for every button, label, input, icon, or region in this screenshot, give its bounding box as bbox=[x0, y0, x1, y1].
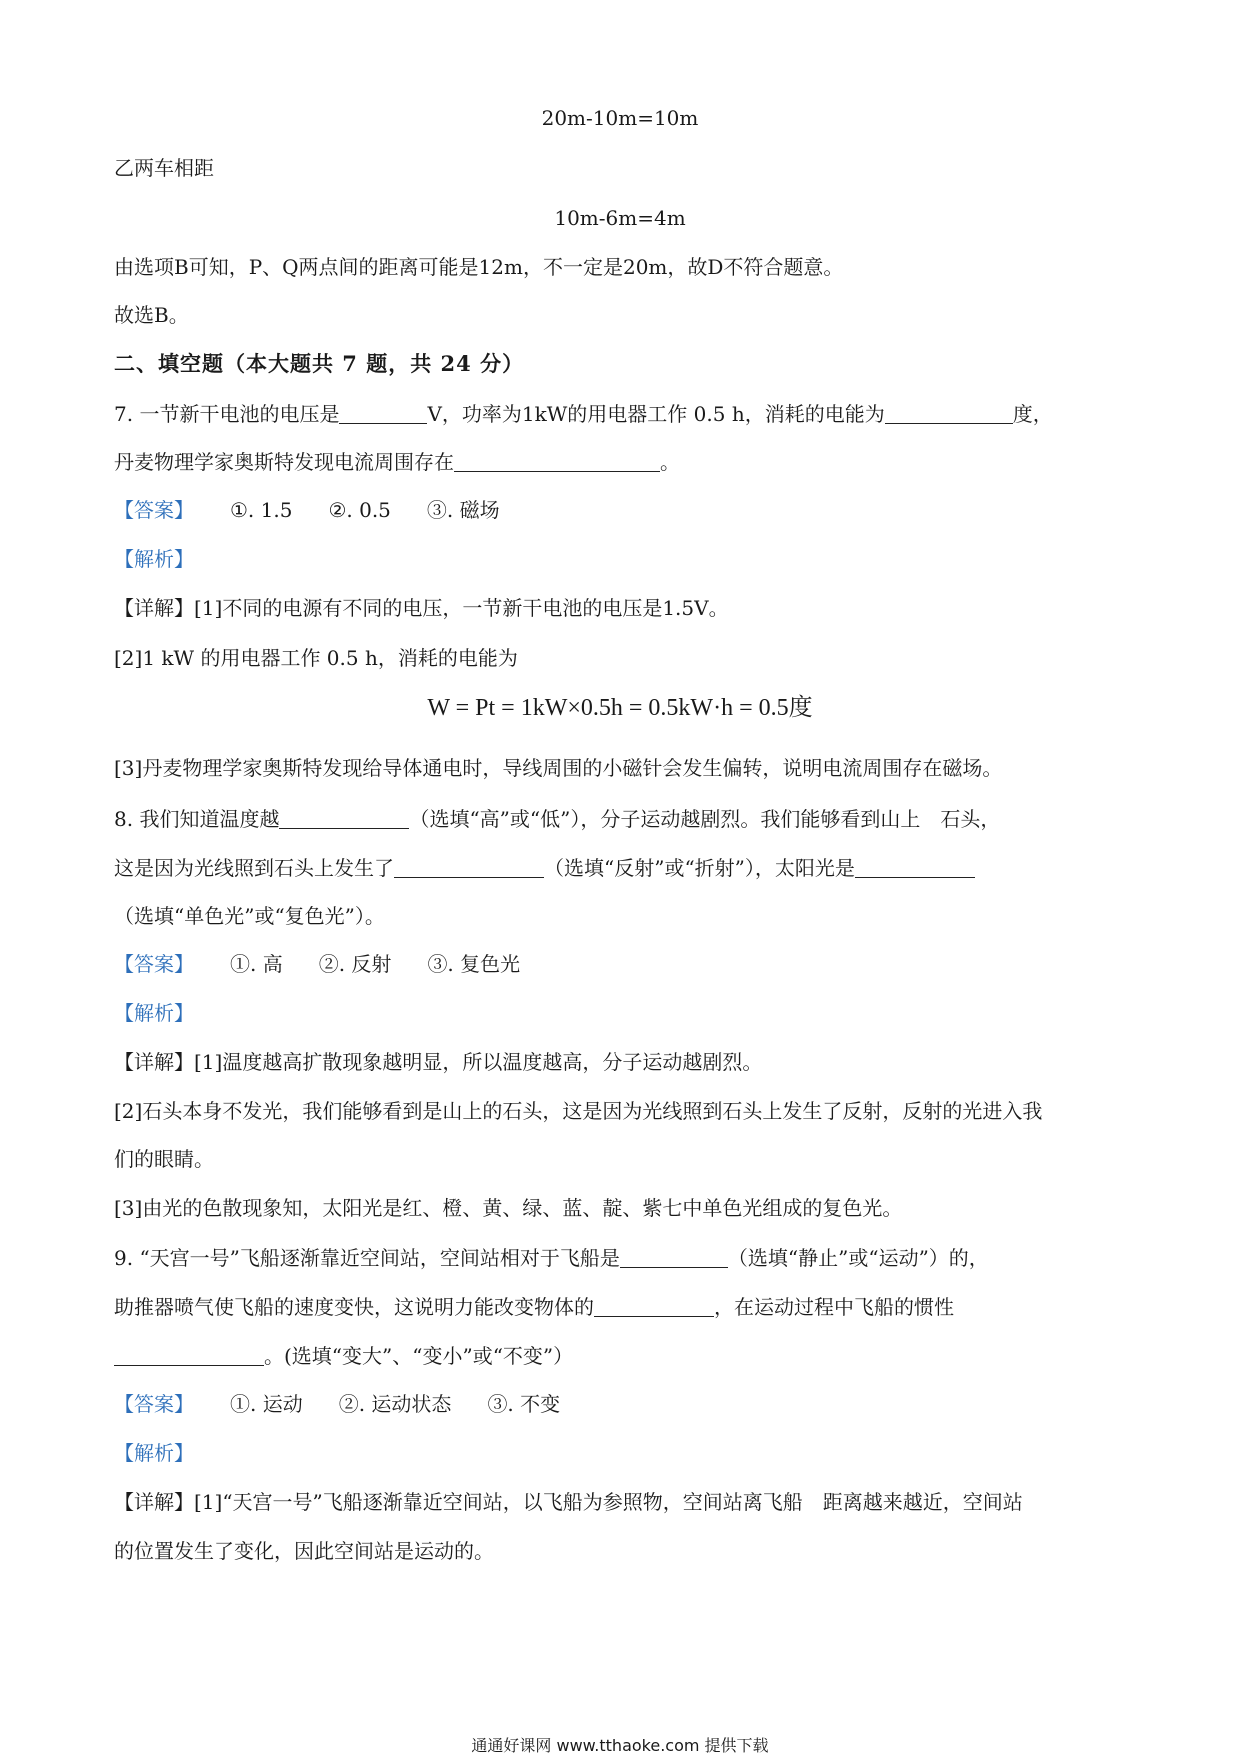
answer-option: ③. 磁场 bbox=[426, 498, 500, 522]
question-7-line-1 bbox=[114, 403, 1053, 424]
question-8-line-3: （选填“单色光”或“复色光”）。 bbox=[114, 904, 385, 928]
question-8-line-1 bbox=[114, 808, 1000, 829]
question-text: （选填“静止”或“运动”）的， bbox=[727, 1246, 989, 1270]
question-text: 这是因为光线照到石头上发生了 bbox=[114, 856, 394, 880]
text-line: 乙两车相距 bbox=[114, 156, 214, 180]
detail-line: [2]1 kW 的用电器工作 0.5 h，消耗的电能为 bbox=[114, 646, 518, 670]
question-9-line-1 bbox=[114, 1247, 989, 1268]
answer-option: ①. 运动 bbox=[230, 1392, 303, 1416]
question-text: 度， bbox=[1012, 402, 1053, 426]
answer-blank bbox=[454, 451, 660, 472]
question-text: 9. “天宫一号”飞船逐渐靠近空间站，空间站相对于飞船是 bbox=[114, 1246, 620, 1270]
answer-option: ②. 运动状态 bbox=[338, 1392, 452, 1416]
answer-blank bbox=[394, 857, 544, 878]
question-text: 助推器喷气使飞船的速度变快，这说明力能改变物体的 bbox=[114, 1295, 594, 1319]
formula: W = Pt = 1kW×0.5h = 0.5kW·h = 0.5度 bbox=[427, 695, 813, 721]
detail-text: [1]温度越高扩散现象越明显，所以温度越高，分子运动越剧烈。 bbox=[194, 1050, 763, 1074]
answer-option: ①. 1.5 bbox=[230, 498, 293, 522]
question-9-line-2 bbox=[114, 1296, 954, 1317]
question-text: 。 bbox=[660, 450, 680, 474]
detail-label: 【详解】 bbox=[114, 1490, 194, 1514]
question-text: （选填“反射”或“折射”），太阳光是 bbox=[544, 856, 855, 880]
detail-line bbox=[114, 1052, 762, 1072]
text-line: 故选B。 bbox=[114, 303, 189, 327]
detail-line: [2]石头本身不发光，我们能够看到是山上的石头，这是因为光线照到石头上发生了反射，反射的光进入我 bbox=[114, 1099, 1043, 1123]
detail-line: [3]由光的色散现象知，太阳光是红、橙、黄、绿、蓝、靛、紫七中单色光组成的复色光。 bbox=[114, 1196, 903, 1220]
answer-blank bbox=[279, 808, 409, 829]
detail-text: [1]“天宫一号”飞船逐渐靠近空间站，以飞船为参照物，空间站离飞船 距离越来越近，空间站 bbox=[194, 1490, 1023, 1514]
analysis-label: 【解析】 bbox=[114, 1001, 194, 1025]
answer-label: 【答案】 bbox=[114, 1392, 194, 1416]
answer-blank bbox=[339, 403, 427, 424]
detail-line bbox=[114, 598, 729, 618]
question-9-line-3 bbox=[114, 1345, 573, 1366]
detail-line bbox=[114, 1492, 1023, 1512]
answer-blank bbox=[620, 1247, 728, 1268]
answer-line bbox=[114, 954, 520, 974]
answer-blank bbox=[855, 857, 975, 878]
detail-label: 【详解】 bbox=[114, 596, 194, 620]
question-text: V，功率为1kW的用电器工作 0.5 h，消耗的电能为 bbox=[427, 402, 885, 426]
section-heading: 二、填空题（本大题共 7 题，共 24 分） bbox=[114, 351, 525, 376]
question-8-line-2 bbox=[114, 857, 975, 878]
answer-blank bbox=[114, 1345, 264, 1366]
answer-label: 【答案】 bbox=[114, 498, 194, 522]
answer-option: ③. 不变 bbox=[487, 1392, 561, 1416]
detail-label: 【详解】 bbox=[114, 1050, 194, 1074]
question-text: 7. 一节新干电池的电压是 bbox=[114, 402, 340, 426]
question-text: 。(选填“变大”、“变小”或“不变”） bbox=[264, 1344, 574, 1368]
answer-blank bbox=[594, 1296, 714, 1317]
analysis-label: 【解析】 bbox=[114, 547, 194, 571]
equation-line: 20m-10m=10m bbox=[541, 106, 699, 130]
answer-option: ②. 反射 bbox=[318, 952, 392, 976]
detail-line: 的位置发生了变化，因此空间站是运动的。 bbox=[114, 1539, 494, 1563]
question-text: 丹麦物理学家奥斯特发现电流周围存在 bbox=[114, 450, 454, 474]
question-text: （选填“高”或“低”），分子运动越剧烈。我们能够看到山上 石头， bbox=[409, 807, 1001, 831]
answer-blank bbox=[885, 403, 1013, 424]
equation-line: 10m-6m=4m bbox=[554, 206, 686, 230]
answer-line bbox=[114, 1394, 560, 1414]
answer-option: ③. 复色光 bbox=[427, 952, 521, 976]
analysis-label: 【解析】 bbox=[114, 1441, 194, 1465]
detail-text: [1]不同的电源有不同的电压，一节新干电池的电压是1.5V。 bbox=[194, 596, 729, 620]
answer-option: ②. 0.5 bbox=[328, 498, 391, 522]
detail-line: 们的眼睛。 bbox=[114, 1147, 214, 1171]
question-7-line-2 bbox=[114, 451, 680, 472]
page-footer: 通通好课网 www.tthaoke.com 提供下载 bbox=[471, 1736, 769, 1755]
question-text: 8. 我们知道温度越 bbox=[114, 807, 280, 831]
text-line: 由选项B可知，P、Q两点间的距离可能是12m，不一定是20m，故D不符合题意。 bbox=[114, 255, 844, 279]
answer-label: 【答案】 bbox=[114, 952, 194, 976]
question-text: ，在运动过程中飞船的惯性 bbox=[714, 1295, 954, 1319]
detail-line: [3]丹麦物理学家奥斯特发现给导体通电时，导线周围的小磁针会发生偏转，说明电流周围存在磁场。 bbox=[114, 756, 1003, 780]
answer-line bbox=[114, 500, 500, 520]
answer-option: ①. 高 bbox=[230, 952, 283, 976]
